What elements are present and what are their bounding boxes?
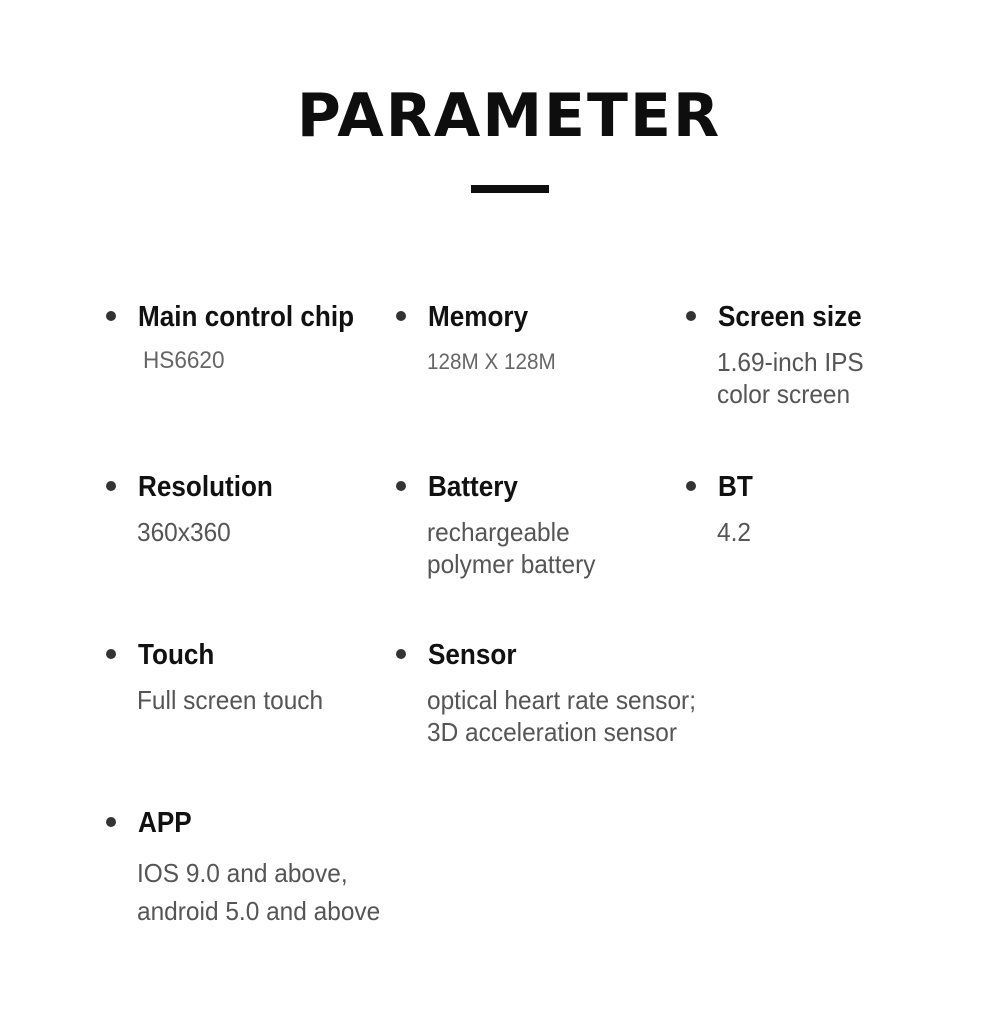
bullet-icon (396, 481, 406, 491)
page-title: PARAMETER (296, 81, 722, 151)
bullet-icon (686, 481, 696, 491)
param-value: 4.2 (717, 517, 751, 547)
bullet-icon (396, 311, 406, 321)
param-label: Main control chip (138, 301, 355, 333)
bullet-icon (396, 649, 406, 659)
bullet-icon (106, 649, 116, 659)
param-label: Memory (428, 301, 529, 333)
param-value: HS6620 (143, 347, 225, 374)
param-value: 1.69-inch IPS color screen (717, 347, 864, 409)
bullet-icon (106, 481, 116, 491)
param-value: optical heart rate sensor; 3D acceleration sensor (427, 685, 696, 747)
title-underline (471, 185, 549, 193)
bullet-icon (686, 311, 696, 321)
param-value: 360x360 (137, 517, 231, 547)
param-label: Battery (428, 471, 518, 503)
param-value: IOS 9.0 and above, android 5.0 and above (137, 858, 381, 926)
bullet-icon (106, 311, 116, 321)
param-label: BT (718, 471, 753, 503)
bullet-icon (106, 817, 116, 827)
param-label: Touch (138, 639, 215, 671)
param-value: rechargeable polymer battery (427, 517, 596, 579)
param-label: Resolution (138, 471, 273, 503)
param-label: Screen size (718, 301, 862, 333)
param-value: 128M X 128M (427, 349, 556, 374)
param-label: Sensor (428, 639, 517, 671)
param-value: Full screen touch (137, 685, 324, 715)
param-label: APP (138, 807, 192, 839)
